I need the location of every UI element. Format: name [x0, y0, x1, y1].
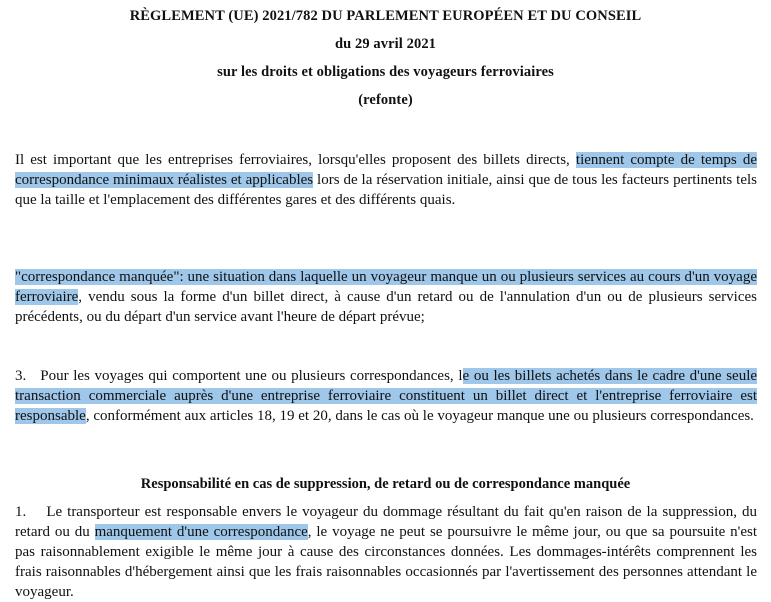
regulation-title: RÈGLEMENT (UE) 2021/782 DU PARLEMENT EUROPÉEN ET DU CONSEIL: [129, 8, 642, 24]
paragraph-article-3-rest: , conformément aux articles 18, 19 et 20, dans le cas où le voyageur manque une ou plusieurs correspondances.: [85, 408, 754, 424]
regulation-subject: sur les droits et obligations des voyageurs ferroviaires: [217, 64, 554, 80]
paragraph-missed-connection-rest: , vendu sous la forme d'un billet direct, à cause d'un retard ou de l'annulation d'un ou de plusieurs services précédents, ou du départ d'un service avant l'heure de départ prévue;: [15, 289, 757, 325]
highlight-connection-times: tiennent compte de temps de correspondance minimaux réalistes et applicables: [15, 152, 757, 188]
regulation-recast-note: (refonte): [358, 92, 413, 108]
paragraph-missed-connection-definition: [15, 267, 757, 327]
paragraph-article-3: [15, 366, 757, 426]
highlight-missed-connection-liability: manquement d'une correspondance: [94, 524, 308, 540]
paragraph-liability-1-rest: , le voyage ne peut se poursuivre le même jour, ou que sa poursuite n'est pas raisonnablement exigible le même jour à cause des circonstances données. Les dommages-intérêts comprennent les frais raisonnables d'hébergement ainsi que les frais raisonnables occasionnés par l'avertissement des personnes attendant le voyageur.: [15, 524, 758, 600]
paragraph-direct-tickets-text: Il est important que les entreprises ferroviaires, lorsqu'elles proposent des billets directs,: [15, 152, 576, 168]
paragraph-number: 1.: [15, 504, 27, 520]
paragraph-article-3-text: Pour les voyages qui comportent une ou plusieurs correspondances, l: [40, 368, 463, 384]
section-heading-liability: Responsabilité en cas de suppression, de retard ou de correspondance manquée: [140, 476, 631, 492]
paragraph-number: 3.: [15, 368, 27, 384]
paragraph-liability-1-text: Le transporteur est responsable envers le voyageur du dommage résultant du fait qu'en raison de la suppression, du retard ou du: [15, 504, 757, 540]
paragraph-direct-tickets: [15, 150, 757, 210]
highlight-missed-connection: "correspondance manquée": une situation dans laquelle un voyageur manque un ou plusieurs services au cours d'un voyage ferroviaire: [15, 269, 757, 305]
paragraph-liability-1: [15, 502, 757, 602]
highlight-through-ticket: e ou les billets achetés dans le cadre d'une seule transaction commerciale auprès d'une entreprise ferroviaire constituent un billet direct et l'entreprise ferroviaire est responsable: [15, 368, 758, 424]
regulation-date: du 29 avril 2021: [334, 36, 437, 52]
paragraph-direct-tickets-rest: lors de la réservation initiale, ainsi que de tous les facteurs pertinents tels que la taille et l'emplacement des différentes gares et des différents quais.: [15, 172, 757, 208]
